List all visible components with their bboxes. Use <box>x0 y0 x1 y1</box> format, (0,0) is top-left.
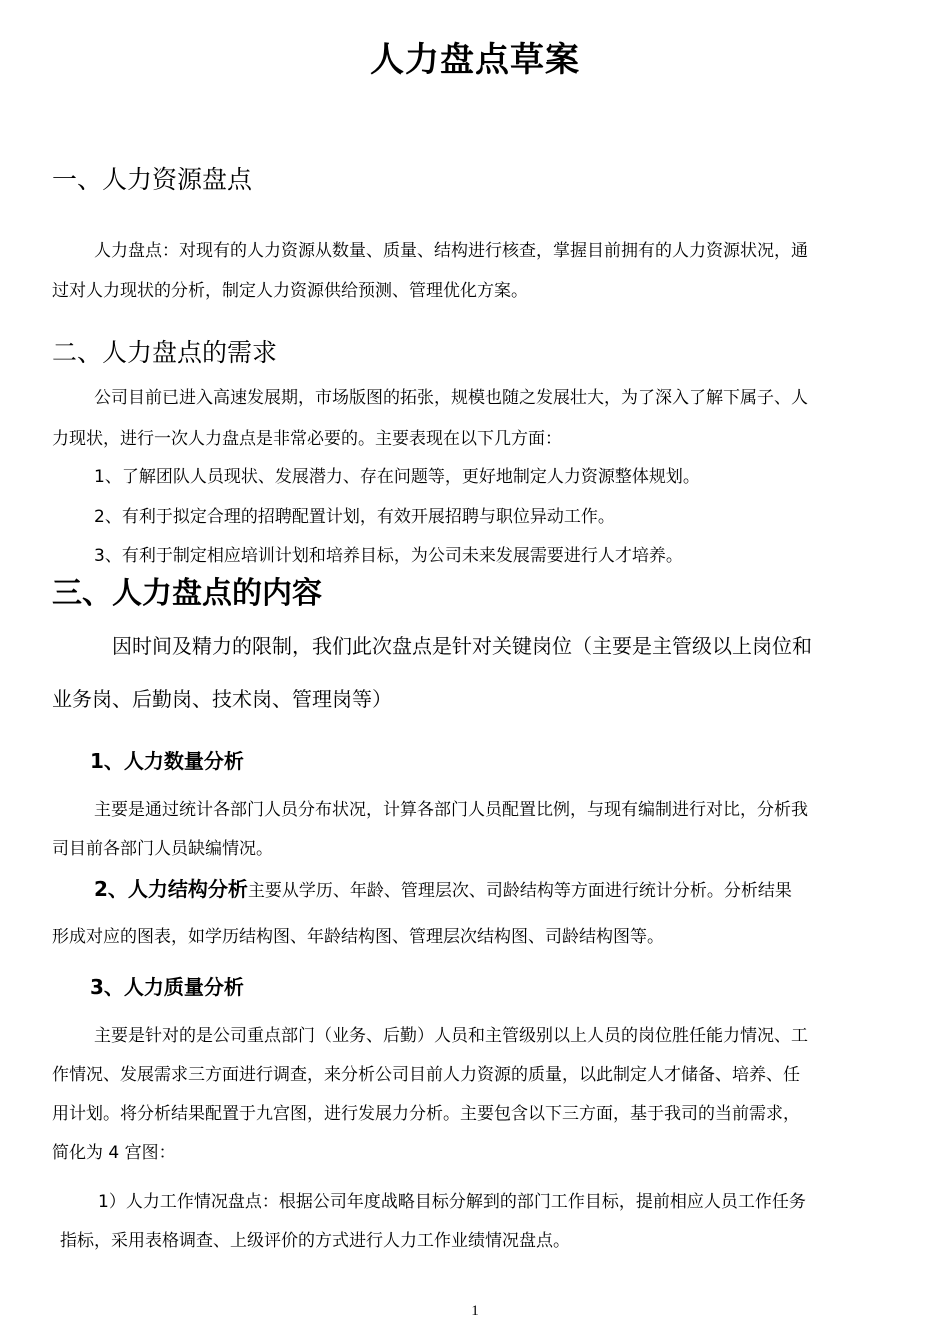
subsection-1-heading: 1、人力数量分析 <box>90 749 244 773</box>
subsection-3-point-1-line-1: 1）人力工作情况盘点：根据公司年度战略目标分解到的部门工作目标，提前相应人员工作任务 <box>98 1192 806 1212</box>
section-1-heading: 一、人力资源盘点 <box>52 165 253 194</box>
subsection-3-line-2: 作情况、发展需求三方面进行调查，来分析公司目前人力资源的质量，以此制定人才储备、培养、任 <box>52 1065 800 1085</box>
section-2-heading: 二、人力盘点的需求 <box>52 338 278 367</box>
section-2-item-2: 2、有利于拟定合理的招聘配置计划，有效开展招聘与职位异动工作。 <box>94 507 615 527</box>
section-3-intro-line-2: 业务岗、后勤岗、技术岗、管理岗等） <box>52 687 392 711</box>
subsection-2-line-1 <box>94 873 792 902</box>
subsection-3-line-4: 简化为 4 宫图： <box>52 1143 176 1163</box>
document-title: 人力盘点草案 <box>370 40 580 80</box>
section-2-item-1: 1、了解团队人员现状、发展潜力、存在问题等，更好地制定人力资源整体规划。 <box>94 467 700 487</box>
section-2-line-2: 力现状，进行一次人力盘点是非常必要的。主要表现在以下几方面： <box>52 429 562 449</box>
section-3-intro-line-1: 因时间及精力的限制，我们此次盘点是针对关键岗位（主要是主管级以上岗位和 <box>112 634 812 658</box>
subsection-2-heading: 2、人力结构分析 <box>94 877 248 901</box>
subsection-1-line-2: 司目前各部门人员缺编情况。 <box>52 839 273 859</box>
subsection-2-line-1-text: 主要从学历、年龄、管理层次、司龄结构等方面进行统计分析。分析结果 <box>247 881 792 901</box>
page-number: 1 <box>471 1303 479 1319</box>
subsection-3-point-1-line-2: 指标，采用表格调查、上级评价的方式进行人力工作业绩情况盘点。 <box>60 1231 570 1251</box>
section-3-heading: 三、人力盘点的内容 <box>52 576 322 611</box>
section-1-line-2: 过对人力现状的分析，制定人力资源供给预测、管理优化方案。 <box>52 281 528 301</box>
section-2-item-3: 3、有利于制定相应培训计划和培养目标，为公司未来发展需要进行人才培养。 <box>94 546 683 566</box>
section-1-line-1: 人力盘点：对现有的人力资源从数量、质量、结构进行核查，掌握目前拥有的人力资源状况，通 <box>94 241 808 261</box>
subsection-2-line-2: 形成对应的图表，如学历结构图、年龄结构图、管理层次结构图、司龄结构图等。 <box>52 927 664 947</box>
subsection-3-line-1: 主要是针对的是公司重点部门（业务、后勤）人员和主管级别以上人员的岗位胜任能力情况、工 <box>94 1026 808 1046</box>
subsection-3-line-3: 用计划。将分析结果配置于九宫图，进行发展力分析。主要包含以下三方面，基于我司的当前需求， <box>52 1104 800 1124</box>
subsection-3-heading: 3、人力质量分析 <box>90 975 244 999</box>
subsection-1-line-1: 主要是通过统计各部门人员分布状况，计算各部门人员配置比例，与现有编制进行对比，分析我 <box>94 800 808 820</box>
section-2-line-1: 公司目前已进入高速发展期，市场版图的拓张，规模也随之发展壮大，为了深入了解下属子、人 <box>94 388 808 408</box>
